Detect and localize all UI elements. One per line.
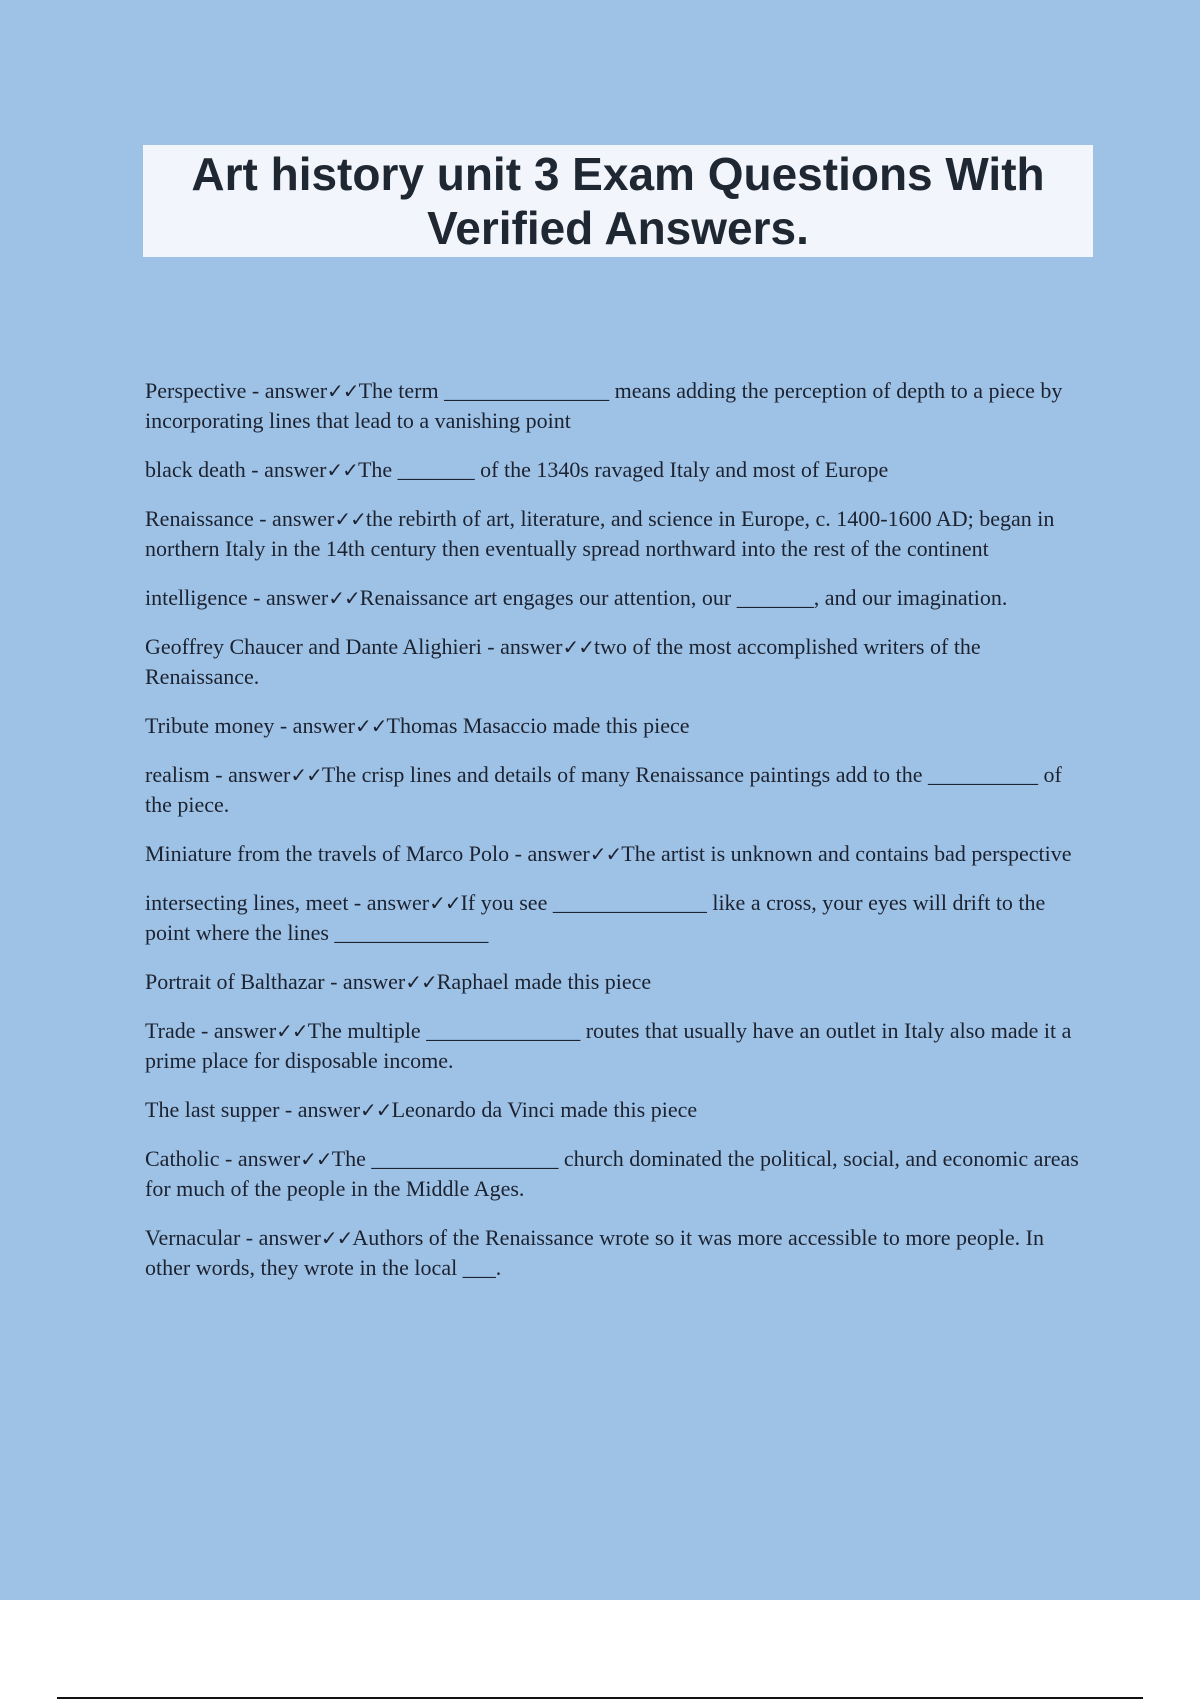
check-mark-icon: ✓✓ <box>328 586 360 610</box>
qa-answer: The crisp lines and details of many Renaissance paintings add to the __________ of the piece. <box>145 762 1062 817</box>
qa-answer: The multiple ______________ routes that usually have an outlet in Italy also made it a prime place for disposable income. <box>145 1018 1072 1073</box>
check-mark-icon: ✓✓ <box>300 1147 332 1171</box>
qa-answer: two of the most accomplished writers of the Renaissance. <box>145 634 981 689</box>
check-mark-icon: ✓✓ <box>562 635 594 659</box>
qa-term: black death - answer <box>145 457 327 482</box>
qa-item <box>145 1144 1085 1204</box>
check-mark-icon: ✓✓ <box>355 714 387 738</box>
qa-term: The last supper - answer <box>145 1097 361 1122</box>
qa-list <box>145 376 1085 1302</box>
qa-item <box>145 455 1085 485</box>
check-mark-icon: ✓✓ <box>276 1019 308 1043</box>
qa-item <box>145 967 1085 997</box>
check-mark-icon: ✓✓ <box>360 1098 392 1122</box>
title-banner <box>143 145 1093 257</box>
qa-item <box>145 504 1085 564</box>
page-divider <box>57 1697 1143 1699</box>
qa-item <box>145 711 1085 741</box>
qa-item <box>145 376 1085 436</box>
check-mark-icon: ✓✓ <box>327 379 359 403</box>
qa-answer: If you see ______________ like a cross, your eyes will drift to the point where the lines ______________ <box>145 890 1046 945</box>
qa-answer: Leonardo da Vinci made this piece <box>391 1097 698 1122</box>
qa-answer: Renaissance art engages our attention, our _______, and our imagination. <box>359 585 1008 610</box>
check-mark-icon: ✓✓ <box>320 1226 353 1250</box>
qa-item <box>145 1016 1085 1076</box>
qa-term: Perspective - answer <box>145 378 328 403</box>
qa-term: intersecting lines, meet - answer <box>145 890 430 915</box>
document-title: Art history unit 3 Exam Questions With Verified Answers. <box>191 148 1045 254</box>
qa-item <box>145 583 1085 613</box>
qa-term: Portrait of Balthazar - answer <box>145 969 406 994</box>
qa-answer: The _______ of the 1340s ravaged Italy and most of Europe <box>357 457 889 482</box>
qa-answer: the rebirth of art, literature, and science in Europe, c. 1400-1600 AD; began in northern Italy in the 14th century then eventually spread northward into the rest of the continent <box>145 506 1055 561</box>
qa-term: Trade - answer <box>145 1018 277 1043</box>
qa-term: intelligence - answer <box>145 585 329 610</box>
qa-item <box>145 888 1085 948</box>
qa-term: realism - answer <box>145 762 291 787</box>
qa-item <box>145 632 1085 692</box>
qa-term: Catholic - answer <box>145 1146 301 1171</box>
check-mark-icon: ✓✓ <box>334 507 366 531</box>
qa-item <box>145 1223 1085 1283</box>
qa-term: Renaissance - answer <box>145 506 335 531</box>
check-mark-icon: ✓✓ <box>290 763 322 787</box>
qa-term: Vernacular - answer <box>145 1225 321 1250</box>
qa-answer: Authors of the Renaissance wrote so it was more accessible to more people. In other words, they wrote in the local ___. <box>145 1225 1044 1280</box>
qa-item <box>145 760 1085 820</box>
qa-term: Tribute money - answer <box>145 713 355 738</box>
qa-item <box>145 1095 1085 1125</box>
qa-answer: The term _______________ means adding the perception of depth to a piece by incorporating lines that lead to a vanishing point <box>145 378 1063 433</box>
qa-term: Geoffrey Chaucer and Dante Alighieri - answer <box>145 634 563 659</box>
qa-answer: Raphael made this piece <box>436 969 652 994</box>
check-mark-icon: ✓✓ <box>589 842 622 866</box>
qa-answer: Thomas Masaccio made this piece <box>386 713 690 738</box>
qa-answer: The artist is unknown and contains bad perspective <box>621 841 1072 866</box>
check-mark-icon: ✓✓ <box>429 891 461 915</box>
check-mark-icon: ✓✓ <box>326 458 358 482</box>
qa-answer: The _________________ church dominated the political, social, and economic areas for much of the people in the Middle Ages. <box>145 1146 1079 1201</box>
qa-item <box>145 839 1085 869</box>
qa-term: Miniature from the travels of Marco Polo - answer <box>145 841 590 866</box>
check-mark-icon: ✓✓ <box>405 970 437 994</box>
